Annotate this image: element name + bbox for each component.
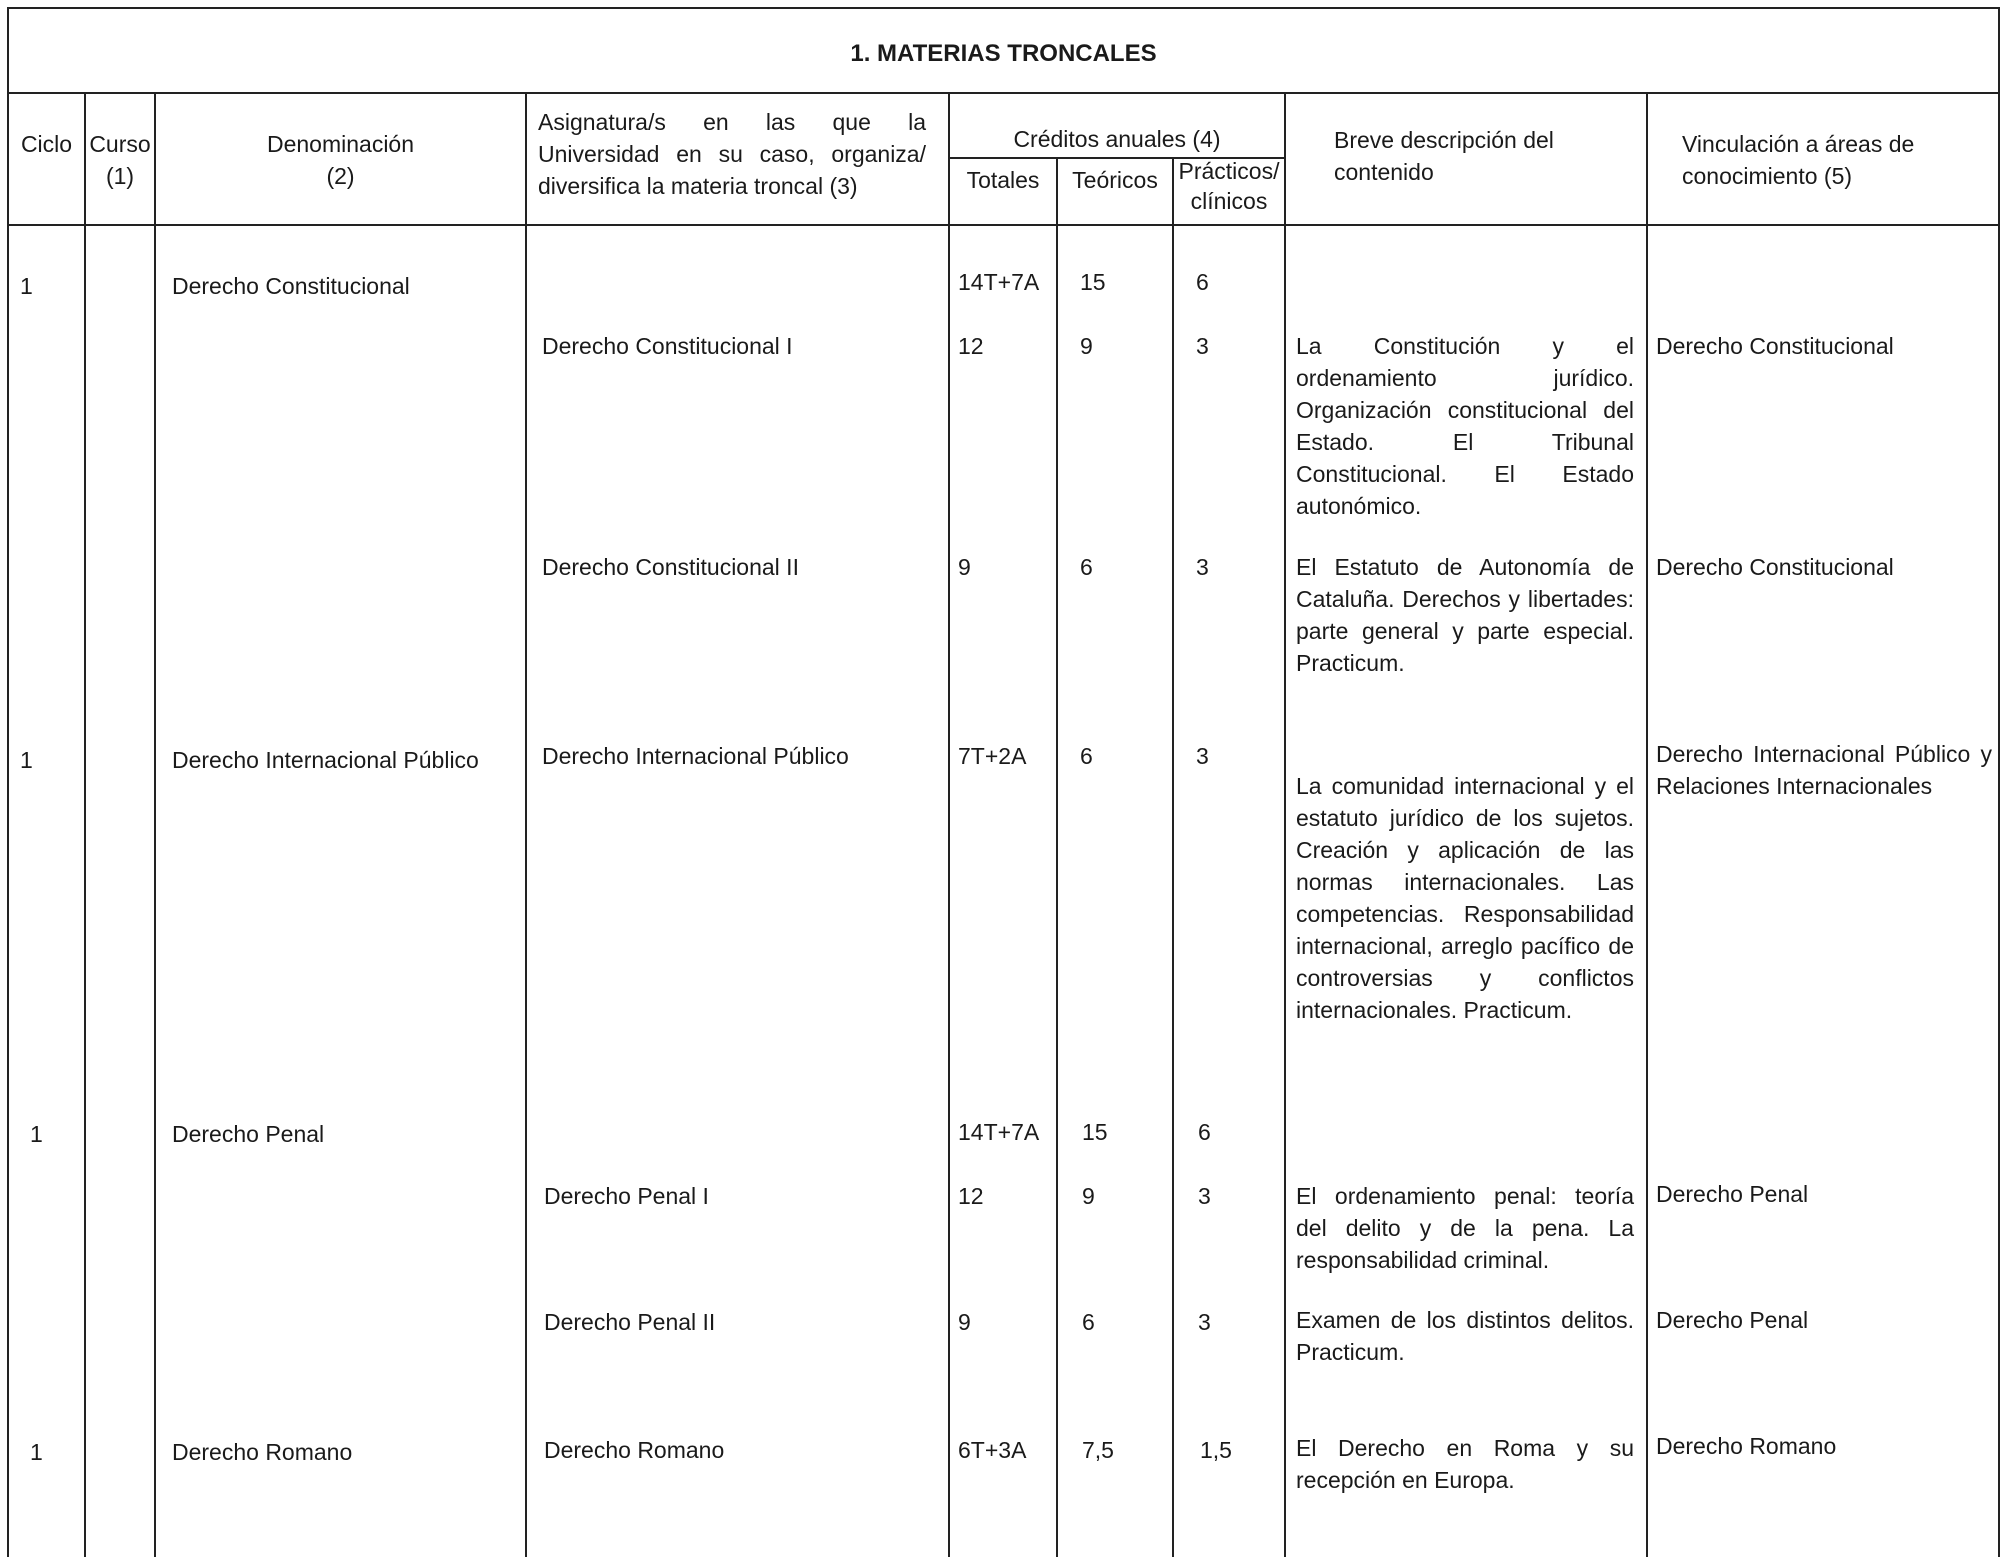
row-3-vinculacion: Derecho Internacional Público y Relaciones Internacionales bbox=[1656, 741, 1992, 799]
row-1-descripcion: La Constitución y el ordenamiento jurídico. Organización constitucional del Estado. El Tribunal Constitucional. El Estado autonómico. bbox=[1296, 333, 1634, 519]
row-0-teoricos: 15 bbox=[1080, 269, 1106, 295]
row-5-practicos: 3 bbox=[1198, 1183, 1211, 1209]
row-0-denominacion: Derecho Constitucional bbox=[172, 273, 410, 299]
table-right-border bbox=[1998, 7, 2000, 1557]
row-2-vinculacion: Derecho Constitucional bbox=[1656, 554, 1894, 580]
table-title: 1. MATERIAS TRONCALES bbox=[850, 40, 1157, 67]
header-curso: Curso bbox=[89, 131, 151, 157]
row-7-asignatura: Derecho Romano bbox=[544, 1437, 725, 1463]
row-2-descripcion: El Estatuto de Autonomía de Cataluña. Derechos y libertades: parte general y parte especial. Practicum. bbox=[1296, 554, 1634, 676]
header-vinculacion: Vinculación a áreas de conocimiento (5) bbox=[1682, 131, 1915, 189]
header-descripcion: Breve descripción del contenido bbox=[1334, 127, 1554, 185]
header-asignatura: Asignatura/s en las que la Universidad en su caso, organiza/ diversifica la materia troncal (3) bbox=[538, 109, 926, 199]
row-5-descripcion: El ordenamiento penal: teoría del delito y de la pena. La responsabilidad criminal. bbox=[1296, 1183, 1634, 1273]
row-0-totales: 14T+7A bbox=[958, 269, 1040, 295]
row-0-ciclo: 1 bbox=[20, 273, 33, 299]
row-1-vinculacion: Derecho Constitucional bbox=[1656, 333, 1894, 359]
header-practicos: Prácticos/ clínicos bbox=[1178, 158, 1280, 214]
row-3-practicos: 3 bbox=[1196, 743, 1209, 769]
row-7-practicos: 1,5 bbox=[1200, 1437, 1232, 1463]
header-divider bbox=[7, 224, 2000, 226]
row-1-totales: 12 bbox=[958, 333, 984, 359]
row-5-totales: 12 bbox=[958, 1183, 984, 1209]
col-divider-vinculacion bbox=[1646, 92, 1648, 1557]
row-1-practicos: 3 bbox=[1196, 333, 1209, 359]
col-divider-practicos bbox=[1172, 157, 1174, 1557]
row-5-vinculacion: Derecho Penal bbox=[1656, 1181, 1809, 1207]
col-divider-teoricos bbox=[1056, 157, 1058, 1557]
row-7-teoricos: 7,5 bbox=[1082, 1437, 1114, 1463]
row-4-teoricos: 15 bbox=[1082, 1119, 1108, 1145]
table-top-border bbox=[7, 7, 2000, 9]
header-ciclo: Ciclo bbox=[20, 131, 73, 157]
col-divider-creditos bbox=[948, 92, 950, 1557]
col-divider-descripcion bbox=[1284, 92, 1286, 1557]
row-6-asignatura: Derecho Penal II bbox=[544, 1309, 716, 1335]
row-6-practicos: 3 bbox=[1198, 1309, 1211, 1335]
row-6-vinculacion: Derecho Penal bbox=[1656, 1307, 1809, 1333]
row-6-teoricos: 6 bbox=[1082, 1309, 1095, 1335]
row-5-asignatura: Derecho Penal I bbox=[544, 1183, 709, 1209]
col-divider-denominacion bbox=[154, 92, 156, 1557]
row-6-descripcion: Examen de los distintos delitos. Practicum. bbox=[1296, 1307, 1634, 1365]
row-2-totales: 9 bbox=[958, 554, 971, 580]
header-totales: Totales bbox=[966, 167, 1040, 193]
col-divider-curso bbox=[84, 92, 86, 1557]
title-divider bbox=[7, 92, 2000, 94]
row-1-asignatura: Derecho Constitucional I bbox=[542, 333, 793, 359]
row-7-ciclo: 1 bbox=[30, 1439, 43, 1465]
row-1-teoricos: 9 bbox=[1080, 333, 1093, 359]
row-4-ciclo: 1 bbox=[30, 1121, 43, 1147]
row-4-denominacion: Derecho Penal bbox=[172, 1121, 325, 1147]
header-teoricos: Teóricos bbox=[1072, 167, 1158, 193]
row-2-teoricos: 6 bbox=[1080, 554, 1093, 580]
row-7-descripcion: El Derecho en Roma y su recepción en Europa. bbox=[1296, 1435, 1634, 1493]
row-3-descripcion: La comunidad internacional y el estatuto jurídico de los sujetos. Creación y aplicación de las normas internacionales. Las competencias. Responsabilidad internacional, arreglo pacífico de controversias y conflictos internacionales. Practicum. bbox=[1296, 773, 1634, 1023]
row-2-asignatura: Derecho Constitucional II bbox=[542, 554, 799, 580]
row-0-practicos: 6 bbox=[1196, 269, 1209, 295]
row-4-practicos: 6 bbox=[1198, 1119, 1211, 1145]
row-7-vinculacion: Derecho Romano bbox=[1656, 1433, 1837, 1459]
header-denominacion-note: (2) bbox=[326, 163, 355, 189]
row-3-teoricos: 6 bbox=[1080, 743, 1093, 769]
header-curso-note: (1) bbox=[105, 163, 135, 189]
table-left-border bbox=[7, 7, 9, 1557]
row-7-denominacion: Derecho Romano bbox=[172, 1439, 353, 1465]
row-7-totales: 6T+3A bbox=[958, 1437, 1027, 1463]
header-creditos: Créditos anuales (4) bbox=[1013, 126, 1221, 152]
row-6-totales: 9 bbox=[958, 1309, 971, 1335]
col-divider-asignatura bbox=[525, 92, 527, 1557]
row-5-teoricos: 9 bbox=[1082, 1183, 1095, 1209]
row-3-totales: 7T+2A bbox=[958, 743, 1027, 769]
header-denominacion: Denominación bbox=[266, 131, 415, 157]
row-2-practicos: 3 bbox=[1196, 554, 1209, 580]
row-3-denominacion: Derecho Internacional Público bbox=[172, 747, 479, 773]
row-4-totales: 14T+7A bbox=[958, 1119, 1040, 1145]
row-3-asignatura: Derecho Internacional Público bbox=[542, 743, 849, 769]
row-3-ciclo: 1 bbox=[20, 747, 33, 773]
